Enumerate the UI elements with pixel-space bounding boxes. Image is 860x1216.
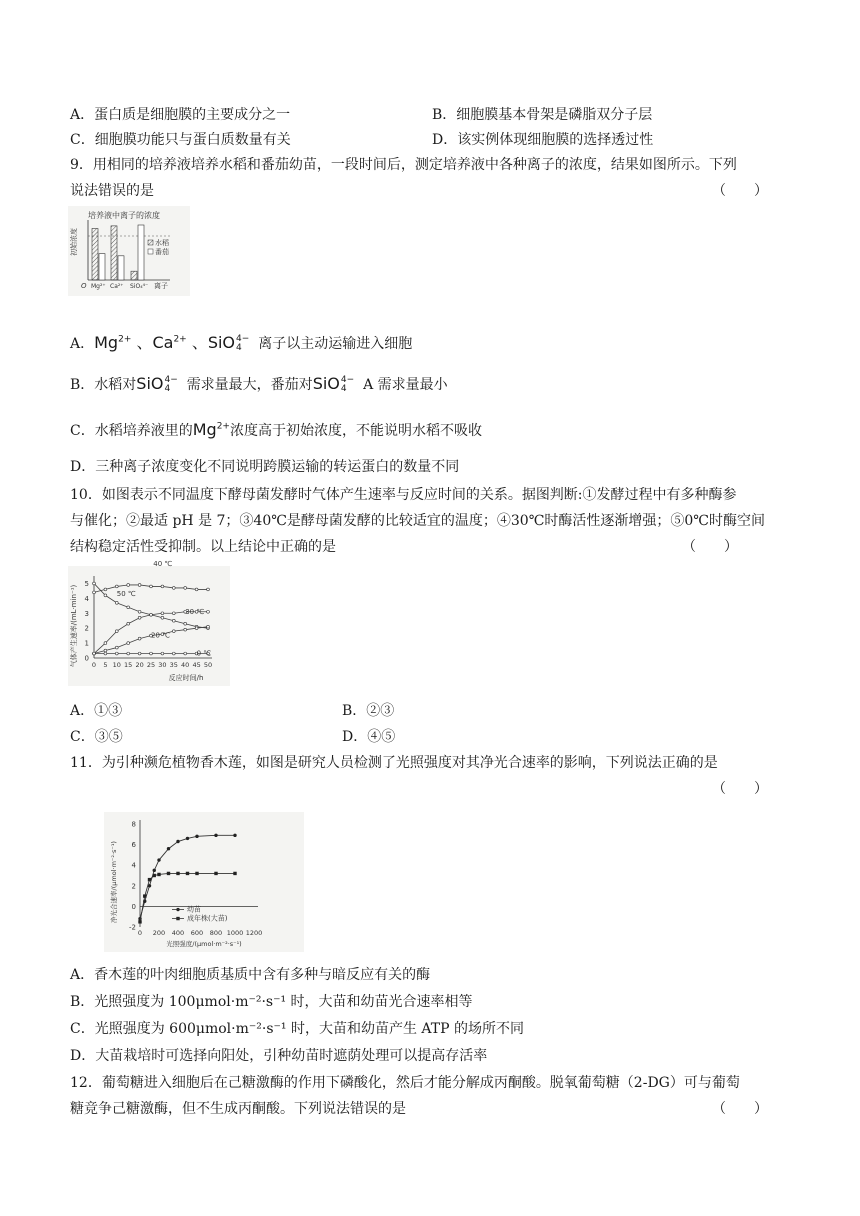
q11-x-tick-label: 1000 — [226, 929, 244, 937]
q10-point — [161, 612, 164, 615]
q10-option-c: C．③⑤ — [70, 729, 123, 745]
q10-point — [150, 613, 153, 616]
q9-legend-rice: 水稻 — [155, 239, 169, 247]
q10-answer-paren: （ ） — [682, 539, 738, 555]
q10-stem-line3: 结构稳定活性受抑制。以上结论中正确的是 — [70, 539, 336, 555]
q12-stem-line1: 12．葡萄糖进入细胞后在己糖激酶的作用下磷酸化，然后才能分解成丙酮酸。脱氧葡萄糖（2-DG）可与葡萄 — [70, 1075, 740, 1091]
q10-point — [127, 606, 130, 609]
q11-point-adult — [167, 872, 170, 875]
q9-origin: O — [81, 282, 87, 290]
q9-bar-tomato-0 — [99, 254, 105, 280]
q11-legend-label: 成年株(大苗) — [187, 914, 228, 923]
q9-option-c — [70, 420, 482, 440]
q12-answer-paren: （ ） — [712, 1101, 768, 1117]
q8-option-d: D．该实例体现细胞膜的选择透过性 — [432, 132, 654, 148]
q11-point-seedling — [157, 858, 160, 861]
q10-point — [93, 591, 96, 594]
q10-point — [184, 587, 187, 590]
q11-point-seedling — [214, 834, 217, 837]
q9-bar-tomato-1 — [118, 256, 124, 280]
q10-point — [150, 652, 153, 655]
q10-series-label: 40 ℃ — [153, 560, 173, 568]
q10-series-line — [94, 583, 208, 628]
q9-bar-chart — [68, 206, 190, 296]
q8-option-a: A．蛋白质是细胞膜的主要成分之一 — [70, 107, 291, 123]
q10-point — [172, 587, 175, 590]
q9-option-b-prefix: B．水稻对 — [70, 377, 137, 393]
q9-option-b-mid: 需求量最大，番茄对 — [186, 377, 313, 393]
q9-option-c-suffix: 浓度高于初始浓度，不能说明水稻不吸收 — [229, 423, 482, 439]
q10-point — [93, 582, 96, 585]
q11-x-tick-label: 1200 — [245, 929, 263, 937]
q11-y-tick-label: 8 — [131, 820, 136, 829]
q9-option-a — [70, 330, 412, 353]
q9-bar-rice-1 — [111, 226, 117, 280]
q12-stem-line2: 糖竞争己糖激酶，但不生成丙酮酸。下列说法错误的是 — [70, 1101, 406, 1117]
q11-point-adult — [157, 873, 160, 876]
q11-point-adult — [138, 920, 141, 923]
q10-point — [104, 652, 107, 655]
q11-point-adult — [186, 872, 189, 875]
q10-point — [172, 619, 175, 622]
q10-point — [172, 612, 175, 615]
q11-stem-line1: 11．为引种濒危植物香木莲，如图是研究人员检测了光照强度对其净光合速率的影响，下列说法正确的是 — [70, 755, 718, 771]
q10-point — [115, 601, 118, 604]
q10-line-chart — [68, 560, 230, 686]
q11-x-tick-label: 0 — [137, 929, 143, 937]
q10-x-tick-label: 30 — [158, 661, 167, 669]
q11-point-seedling — [167, 847, 170, 850]
q10-x-tick-label: 25 — [146, 661, 156, 669]
q10-point — [104, 588, 107, 591]
q11-xlabel: 光照强度/(μmol·m⁻²·s⁻¹) — [166, 940, 242, 948]
q10-x-tick-label: 5 — [103, 661, 108, 669]
q11-x-tick-label: 200 — [152, 929, 166, 937]
q9-option-c-formula: $Mg^{2+}$ — [192, 420, 230, 439]
q9-legend-swatch-tomato — [148, 249, 153, 254]
q9-stem-line1: 9．用相同的培养液培养水稻和番茄幼苗，一段时间后，测定培养液中各种离子的浓度，结果如图所示。下列 — [70, 157, 737, 173]
q10-ylabel: 气体产生速率/(mL·min⁻¹) — [70, 584, 78, 668]
q11-option-a: A．香木莲的叶肉细胞质基质中含有多种与暗反应有关的酶 — [70, 967, 431, 983]
q9-stem-line2: 说法错误的是 — [70, 183, 154, 199]
q11-point-adult — [195, 872, 198, 875]
q11-ylabel: 净光合速率/(μmol·m⁻²·s⁻¹) — [110, 841, 118, 923]
q10-x-tick-label: 20 — [135, 661, 144, 669]
q10-y-tick-label: 3 — [84, 609, 89, 618]
q9-option-a-prefix: A． — [70, 336, 95, 352]
q10-point — [161, 616, 164, 619]
q10-option-d: D．④⑤ — [342, 729, 396, 745]
q11-x-tick-label: 600 — [190, 929, 204, 937]
q11-y-tick-label: 4 — [131, 861, 136, 870]
q9-option-b-formula2: SiO4− 4 — [312, 374, 355, 394]
q10-x-tick-label: 15 — [124, 661, 133, 669]
q11-option-d: D．大苗栽培时可选择向阳处，引种幼苗时遮荫处理可以提高存活率 — [70, 1048, 488, 1064]
q9-option-b-formula1: SiO4− 4 — [136, 374, 178, 394]
q10-point — [138, 610, 141, 613]
q10-x-tick-label: 0 — [91, 661, 97, 669]
q10-point — [138, 652, 141, 655]
q11-point-adult — [233, 872, 236, 875]
q10-point — [184, 652, 187, 655]
q10-point — [127, 652, 130, 655]
q10-point — [172, 652, 175, 655]
q11-point-adult — [153, 874, 156, 877]
q10-xlabel: 反应时间/h — [168, 674, 204, 682]
q11-point-seedling — [186, 837, 189, 840]
q11-x-tick-label: 400 — [171, 929, 185, 937]
q10-point — [127, 622, 130, 625]
q11-option-b: B．光照强度为 100μmol·m⁻²·s⁻¹ 时，大苗和幼苗光合速率相等 — [70, 994, 473, 1010]
q10-series-label: 20 ℃ — [151, 631, 170, 640]
q10-point — [207, 625, 210, 628]
q9-answer-paren: （ ） — [712, 183, 768, 199]
q10-x-tick-label: 45 — [192, 661, 201, 669]
q10-point — [115, 630, 118, 633]
q9-bar-rice-2 — [131, 271, 137, 280]
q9-bar-rice-0 — [92, 229, 98, 280]
q10-figure — [68, 560, 230, 686]
q10-point — [161, 585, 164, 588]
q10-point — [207, 588, 210, 591]
q10-y-tick-label: 4 — [84, 594, 89, 603]
q11-answer-paren: （ ） — [712, 781, 768, 797]
q10-series-label: 30 ℃ — [185, 607, 205, 616]
q11-y-tick-label: 2 — [131, 882, 136, 891]
q11-line-chart — [104, 812, 304, 952]
q8-option-c: C．细胞膜功能只与蛋白质数量有关 — [70, 132, 291, 148]
q10-point — [207, 610, 210, 613]
q10-stem-line2: 与催化；②最适 pH 是 7；③40℃是酵母菌发酵的比较适宜的温度；④30℃时酶活性逐渐增强；⑤0℃时酶空间 — [70, 513, 765, 529]
q10-point — [104, 642, 107, 645]
q10-point — [195, 627, 198, 630]
q10-point — [184, 628, 187, 631]
q10-point — [184, 622, 187, 625]
q8-option-b: B．细胞膜基本骨架是磷脂双分子层 — [432, 107, 653, 123]
q10-option-a: A．①③ — [70, 703, 123, 719]
q10-y-tick-label: 2 — [84, 624, 89, 633]
q10-x-tick-label: 50 — [203, 661, 213, 669]
q10-point — [161, 652, 164, 655]
q10-x-tick-label: 10 — [112, 661, 121, 669]
q11-x-tick-label: 800 — [209, 929, 223, 937]
q9-legend-tomato: 番茄 — [155, 248, 169, 256]
q11-figure — [104, 812, 304, 952]
q11-point-adult — [148, 878, 151, 881]
q9-chart-ylabel: 初始浓度 — [70, 228, 78, 256]
q11-point-adult — [176, 872, 179, 875]
q9-legend-swatch-rice — [148, 240, 153, 245]
q10-y-tick-label: 0 — [84, 654, 89, 663]
q10-y-tick-label: 1 — [84, 639, 89, 648]
q10-point — [104, 649, 107, 652]
q11-y-tick-label: -2 — [129, 923, 136, 932]
q10-point — [138, 637, 141, 640]
q9-cat-ca: Ca²⁺ — [110, 283, 124, 290]
q10-point — [93, 652, 96, 655]
q10-point — [115, 652, 118, 655]
q9-chart-title: 培养液中离子的浓度 — [88, 211, 160, 220]
q9-option-d: D．三种离子浓度变化不同说明跨膜运输的转运蛋白的数量不同 — [70, 459, 460, 475]
q10-x-tick-label: 35 — [169, 661, 178, 669]
q9-bar-tomato-2 — [138, 225, 144, 280]
q11-y-tick-label: 0 — [131, 902, 136, 911]
q10-point — [127, 642, 130, 645]
q11-legend-label: 幼苗 — [187, 905, 201, 914]
q9-option-b-suffix: A 需求量最小 — [363, 377, 448, 393]
q11-y-tick-label: 6 — [131, 841, 136, 850]
q11-point-seedling — [176, 840, 179, 843]
q10-point — [172, 630, 175, 633]
q10-point — [195, 588, 198, 591]
q9-option-a-suffix: 离子以主动运输进入细胞 — [258, 336, 413, 352]
q10-point — [104, 594, 107, 597]
q11-point-seedling — [233, 834, 236, 837]
q9-figure — [68, 206, 190, 296]
q10-point — [115, 585, 118, 588]
q10-point — [115, 646, 118, 649]
q10-stem-line1: 10．如图表示不同温度下酵母菌发酵时气体产生速率与反应时间的关系。据图判断:①发酵过程中有多种酶参 — [70, 487, 737, 503]
q11-point-seedling — [195, 835, 198, 838]
q9-option-b — [70, 374, 448, 394]
q11-point-seedling — [153, 869, 156, 872]
q9-chart-xlabel: 离子 — [154, 282, 168, 290]
q11-option-c: C．光照强度为 600μmol·m⁻²·s⁻¹ 时，大苗和幼苗产生 ATP 的场所不同 — [70, 1021, 524, 1037]
q10-point — [127, 584, 130, 587]
q10-point — [138, 584, 141, 587]
q11-point-adult — [143, 894, 146, 897]
q11-point-adult — [214, 872, 217, 875]
q10-point — [138, 616, 141, 619]
q9-option-c-prefix: C．水稻培养液里的 — [70, 423, 193, 439]
q10-y-tick-label: 5 — [84, 579, 89, 588]
q10-option-b: B．②③ — [342, 703, 395, 719]
q10-x-tick-label: 40 — [181, 661, 190, 669]
q10-series-label: 50 ℃ — [116, 589, 136, 598]
q9-option-a-formula: $Mg^{2+}$ 、$Ca^{2+}$ 、SiO4− 4 — [94, 333, 250, 353]
q9-cat-mg: Mg²⁺ — [91, 283, 106, 290]
q10-series-label: 0 ℃ — [196, 649, 212, 658]
q9-cat-si: SiO₄⁴⁻ — [130, 283, 149, 290]
q10-point — [150, 585, 153, 588]
